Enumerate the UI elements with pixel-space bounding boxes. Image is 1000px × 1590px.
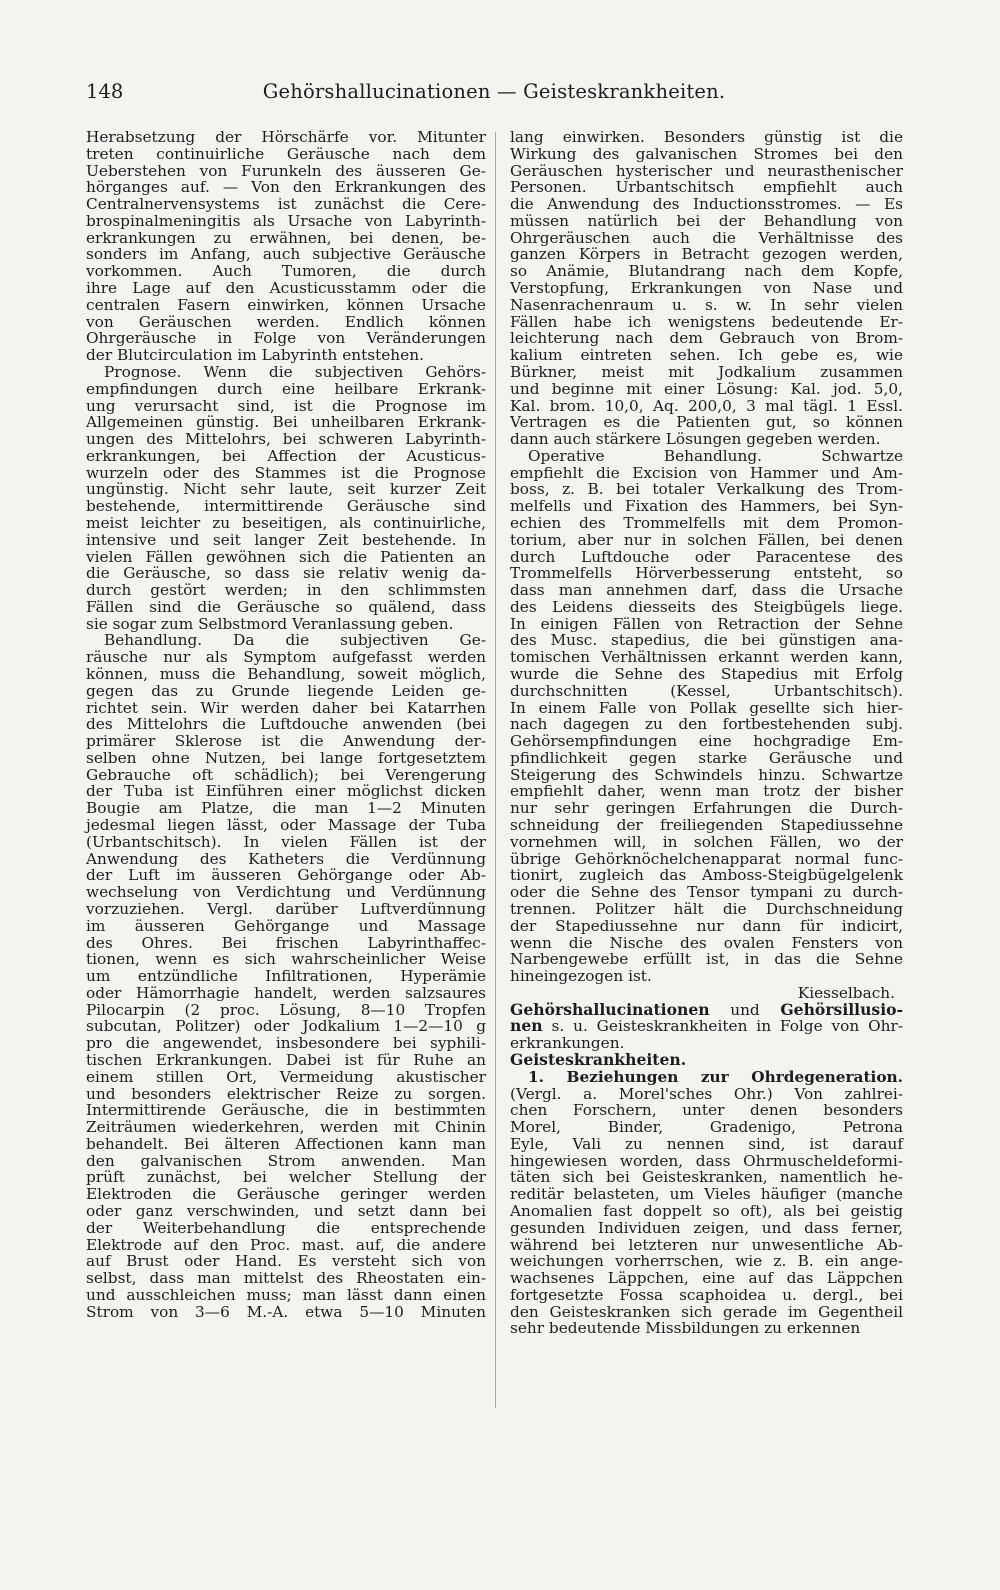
- text-line: Ueberstehen von Furunkeln des äusseren Ge-: [86, 161, 486, 180]
- text-line: Kal. brom. 10,0, Aq. 200,0, 3 mal tägl. 1 Essl.: [510, 396, 903, 415]
- text-line: pfindlichkeit gegen starke Geräusche und: [510, 748, 903, 767]
- geisteskrankheiten-body: [510, 1086, 903, 1338]
- text-line: dass man annehmen darf, dass die Ursache: [510, 581, 903, 600]
- text-line: richtet sein. Wir werden daher bei Katarrhen: [86, 698, 486, 717]
- text-line: hörganges auf. — Von den Erkrankungen des: [86, 178, 486, 197]
- text-line: tomischen Verhältnissen erkannt werden kann,: [510, 648, 903, 667]
- text-line: prüft zunächst, bei welcher Stellung der: [86, 1168, 486, 1187]
- text-line: leichterung nach dem Gebrauch von Brom-: [510, 329, 903, 348]
- text-line: die Anwendung des Inductionsstromes. — Es: [510, 195, 903, 214]
- text-line: wenn die Nische des ovalen Fensters von: [510, 933, 903, 952]
- text-line: boss, z. B. bei totaler Verkalkung des Trom-: [510, 480, 903, 499]
- text-line: gesunden Individuen zeigen, und dass ferner,: [510, 1218, 903, 1237]
- text-line: und ausschleichen muss; man lässt dann einen: [86, 1285, 486, 1304]
- text-line: Elektroden die Geräusche geringer werden: [86, 1185, 486, 1204]
- text-line: und beginne mit einer Lösung: Kal. jod. 5,0,: [510, 379, 903, 398]
- text-line: tionirt, zugleich das Amboss-Steigbügelgelenk: [510, 866, 903, 885]
- lemma-gehoersillusionen-cont: nen: [510, 1016, 543, 1036]
- text-line: ihre Lage auf den Acusticusstamm oder die: [86, 279, 486, 298]
- text-line: Bürkner, meist mit Jodkalium zusammen: [510, 362, 903, 381]
- text-line: oder ganz verschwinden, und setzt dann bei: [86, 1202, 486, 1220]
- text-line: des Musc. stapedius, die bei günstigen ana-: [510, 631, 903, 650]
- text-line: nach dagegen zu den fortbestehenden subj.: [510, 715, 903, 734]
- text-line: behandelt. Bei älteren Affectionen kann man: [86, 1134, 486, 1153]
- text-line: trennen. Politzer hält die Durchschneidung: [510, 899, 903, 918]
- text-line: um entzündliche Infiltrationen, Hyperämie: [86, 967, 486, 986]
- text-line: Bougie am Platze, die man 1—2 Minuten: [86, 799, 486, 818]
- text-line: (Vergl. a. Morel'sches Ohr.) Von zahlrei-: [510, 1084, 903, 1103]
- text-line: Behandlung. Da die subjectiven Ge-: [104, 631, 486, 650]
- text-line: Centralnervensystems ist zunächst die Cere-: [86, 195, 486, 214]
- text-line: sehr bedeutende Missbildungen zu erkennen: [510, 1319, 861, 1338]
- text-line: räusche nur als Symptom aufgefasst werden: [86, 648, 486, 667]
- entry-gehoersillusionen-line1: [510, 999, 903, 1019]
- text-line: Anwendung des Katheters die Verdünnung: [86, 849, 486, 868]
- text-line: so Anämie, Blutandrang nach dem Kopfe,: [510, 262, 903, 281]
- running-title: Gehörshallucinationen — Geisteskrankheiten.: [262, 80, 726, 103]
- text-line: von Geräuschen werden. Endlich können: [86, 312, 486, 331]
- text-line: erkrankungen, bei Affection der Acusticus-: [86, 446, 486, 465]
- text-line: des Ohres. Bei frischen Labyrinthaffec-: [86, 933, 486, 952]
- text-line: Geräuschen hysterischer und neurasthenischer: [510, 161, 903, 180]
- text-line: den Geisteskranken sich gerade im Gegentheil: [510, 1302, 903, 1321]
- text-line: Pilocarpin (2 proc. Lösung, 8—10 Tropfen: [86, 1000, 486, 1019]
- text-line: durchschnitten (Kessel, Urbantschitsch).: [510, 681, 903, 700]
- text-line: gegen das zu Grunde liegende Leiden ge-: [86, 681, 486, 700]
- text-line: des Leidens diesseits des Steigbügels liege.: [510, 597, 903, 616]
- text-line: vorkommen. Auch Tumoren, die durch: [86, 262, 486, 281]
- text-line: während bei letzteren nur unwesentliche Ab-: [510, 1235, 903, 1254]
- text-line: Gebrauche oft schädlich); bei Verengerung: [86, 765, 486, 784]
- text-line: primärer Sklerose ist die Anwendung der-: [86, 732, 486, 751]
- text-line: der Tuba ist Einführen einer möglichst dicken: [86, 782, 486, 801]
- text-line: empfiehlt die Excision von Hammer und Am-: [510, 463, 903, 482]
- text-line: Eyle, Vali zu nennen sind, ist darauf: [510, 1134, 903, 1153]
- text-line: können, muss die Behandlung, soweit möglich,: [86, 665, 486, 683]
- cross-reference-text: s. u. Geisteskrankheiten in Folge von Ohr-: [542, 1017, 903, 1036]
- text-line: und besonders elektrischer Reize zu sorgen.: [86, 1084, 486, 1103]
- lemma-gehoershallucinationen: Gehörshallucinationen: [510, 999, 710, 1019]
- text-line: selbst, dass man mittelst des Rheostaten ein-: [86, 1269, 486, 1288]
- text-line: Fällen habe ich wenigstens bedeutende Er-: [510, 312, 903, 331]
- text-line: Vertragen es die Patienten gut, so können: [510, 413, 903, 432]
- right-column-body: [510, 129, 903, 985]
- text-line: sonders im Anfang, auch subjective Geräusche: [86, 245, 486, 264]
- text-line: übrige Gehörknöchelchenapparat normal func-: [510, 849, 903, 868]
- text-line: ung verursacht sind, ist die Prognose im: [86, 396, 486, 415]
- text-line: selben ohne Nutzen, bei lange fortgesetztem: [86, 748, 486, 767]
- text-line: ganzen Körpers in Betracht gezogen werden,: [510, 245, 903, 264]
- text-line: echien des Trommelfells mit dem Promon-: [510, 513, 903, 532]
- text-line: jedesmal liegen lässt, oder Massage der Tuba: [86, 816, 486, 835]
- text-line: melfells und Fixation des Hammers, bei Syn-: [510, 497, 903, 516]
- text-line: centralen Fasern einwirken, können Ursache: [86, 295, 486, 314]
- text-line: Intermittirende Geräusche, die in bestimmten: [86, 1101, 486, 1120]
- text-line: Elektrode auf den Proc. mast. auf, die andere: [86, 1235, 486, 1254]
- text-line: den galvanischen Strom anwenden. Man: [86, 1151, 486, 1170]
- text-line: täten sich bei Geisteskranken, namentlich he-: [510, 1168, 903, 1187]
- text-line: meist leichter zu beseitigen, als continuirliche,: [86, 513, 486, 532]
- text-line: Prognose. Wenn die subjectiven Gehörs-: [104, 362, 486, 381]
- text-line: vielen Fällen gewöhnen sich die Patienten an: [86, 547, 486, 566]
- text-line: erkrankungen zu erwähnen, bei denen, be-: [86, 228, 486, 247]
- text-line: hineingezogen ist.: [510, 967, 652, 986]
- text-line: der Blutcirculation im Labyrinth entstehen.: [86, 346, 424, 365]
- text-line: treten continuirliche Geräusche nach dem: [86, 144, 486, 163]
- text-line: wechselung von Verdichtung und Verdünnung: [86, 883, 486, 902]
- text-line: wurzeln oder des Stammes ist die Prognose: [86, 463, 486, 482]
- text-line: müssen natürlich bei der Behandlung von: [510, 211, 903, 230]
- text-line: Trommelfells Hörverbesserung entsteht, so: [510, 564, 903, 583]
- text-line: durch gestört werden; in den schlimmsten: [86, 581, 486, 600]
- text-line: Wirkung des galvanischen Stromes bei den: [510, 144, 903, 163]
- text-line: Morel, Binder, Gradenigo, Petrona: [510, 1118, 903, 1137]
- text-line: reditär belasteten, um Vieles häufiger (manche: [510, 1185, 903, 1204]
- text-line: tischen Erkrankungen. Dabei ist für Ruhe an: [86, 1050, 486, 1069]
- text-line: Anomalien fast doppelt so oft), als bei geistig: [510, 1202, 903, 1220]
- lemma-gehoersillusionen: Gehörsillusio-: [780, 999, 903, 1019]
- column-divider: [495, 132, 496, 1408]
- page-number: 148: [86, 80, 124, 103]
- text-line: im äusseren Gehörgange und Massage: [86, 916, 486, 935]
- text-line: kalium eintreten sehen. Ich gebe es, wie: [510, 346, 903, 365]
- text-line: chen Forschern, unter denen besonders: [510, 1101, 903, 1120]
- text-line: bestehende, intermittirende Geräusche sind: [86, 497, 486, 516]
- text-line: Nasenrachenraum u. s. w. In sehr vielen: [510, 295, 903, 314]
- text-line: In einigen Fällen von Retraction der Sehne: [510, 614, 903, 633]
- text-line: hingewiesen worden, dass Ohrmuscheldeformi-: [510, 1151, 903, 1170]
- entry-gehoersillusionen-line3: erkrankungen.: [510, 1034, 625, 1053]
- text-line: Fällen sind die Geräusche so quälend, dass: [86, 597, 486, 616]
- left-column: [86, 129, 486, 1320]
- text-line: empfindungen durch eine heilbare Erkrank-: [86, 379, 486, 398]
- text-line: subcutan, Politzer) oder Jodkalium 1—2—10 g: [86, 1017, 486, 1036]
- text-line: auf Brust oder Hand. Es versteht sich von: [86, 1252, 486, 1271]
- author-signature: Kiesselbach.: [797, 983, 895, 1002]
- text-line: nur sehr geringen Erfahrungen die Durch-: [510, 799, 903, 818]
- text-line: vornehmen will, in solchen Fällen, wo der: [510, 832, 903, 851]
- text-line: Ohrgeräuschen auch die Verhältnisse des: [510, 228, 903, 247]
- text-line: pro die angewendet, insbesondere bei syphili-: [86, 1034, 486, 1053]
- text-line: des Mittelohrs die Luftdouche anwenden (bei: [86, 715, 486, 734]
- text-line: empfiehlt daher, wenn man trotz der bisher: [510, 782, 903, 801]
- text-line: (Urbantschitsch). In vielen Fällen ist der: [86, 832, 486, 851]
- text-line: Narbengewebe erfüllt ist, in das die Sehne: [510, 950, 903, 969]
- text-line: dann auch stärkere Lösungen gegeben werden.: [510, 430, 881, 449]
- text-line: Allgemeinen günstig. Bei unheilbaren Erkrank-: [86, 413, 486, 432]
- text-line: ungünstig. Nicht sehr laute, seit kurzer Zeit: [86, 480, 486, 499]
- text-line: Operative Behandlung. Schwartze: [528, 446, 903, 465]
- text-line: schneidung der freiliegenden Stapediussehne: [510, 816, 903, 835]
- text-line: sie sogar zum Selbstmord Veranlassung geben.: [86, 614, 454, 633]
- text-line: der Stapediussehne nur dann für indicirt,: [510, 916, 903, 935]
- text-line: brospinalmeningitis als Ursache von Labyrinth-: [86, 211, 486, 230]
- text-line: Zeiträumen wiederkehren, werden mit Chinin: [86, 1118, 486, 1137]
- text-line: der Weiterbehandlung die entsprechende: [86, 1218, 486, 1237]
- text-line: oder die Sehne des Tensor tympani zu durch-: [510, 883, 903, 902]
- text-line: durch Luftdouche oder Paracentese des: [510, 547, 903, 566]
- text-line: oder Hämorrhagie handelt, werden salzsaures: [86, 983, 486, 1002]
- text-line: In einem Falle von Pollak gesellte sich hier-: [510, 698, 903, 717]
- text-line: ungen des Mittelohrs, bei schweren Labyrinth-: [86, 430, 486, 449]
- page-header: [86, 80, 902, 116]
- text-line: fortgesetzte Fossa scaphoidea u. dergl., bei: [510, 1285, 903, 1304]
- text-line: Verstopfung, Erkrankungen von Nase und: [510, 279, 903, 298]
- text-line: tionen, wenn es sich wahrscheinlicher Weise: [86, 950, 486, 969]
- text-line: Ohrgeräusche in Folge von Veränderungen: [86, 329, 486, 348]
- entry-gehoersillusionen-line2: [510, 1018, 903, 1035]
- text-line: vorzuziehen. Vergl. darüber Luftverdünnung: [86, 899, 486, 918]
- section-heading-ohrdegeneration: 1. Beziehungen zur Ohrdegeneration.: [528, 1067, 903, 1086]
- text-line: intensive und seit langer Zeit bestehende. In: [86, 530, 486, 549]
- lemma-geisteskrankheiten: Geisteskrankheiten.: [510, 1049, 687, 1069]
- text-line: wachsenes Läppchen, eine auf das Läppchen: [510, 1269, 903, 1288]
- text-line: wurde die Sehne des Stapedius mit Erfolg: [510, 665, 903, 683]
- text-line: weichungen vorherrschen, wie z. B. ein ange-: [510, 1252, 903, 1271]
- lemma-connector: und: [709, 1000, 781, 1019]
- text-line: die Geräusche, so dass sie relativ wenig da-: [86, 564, 486, 583]
- text-line: Steigerung des Schwindels hinzu. Schwartze: [510, 765, 903, 784]
- text-line: der Luft im äusseren Gehörgange oder Ab-: [86, 866, 486, 885]
- right-column: [510, 129, 903, 1337]
- text-line: Personen. Urbantschitsch empfiehlt auch: [510, 178, 903, 197]
- text-line: einem stillen Ort, Vermeidung akustischer: [86, 1067, 486, 1086]
- text-line: Gehörsempfindungen eine hochgradige Em-: [510, 732, 903, 751]
- text-line: Strom von 3—6 M.-A. etwa 5—10 Minuten: [86, 1302, 486, 1321]
- text-line: torium, aber nur in solchen Fällen, bei denen: [510, 530, 903, 549]
- text-line: Herabsetzung der Hörschärfe vor. Mitunter: [86, 128, 486, 146]
- text-line: lang einwirken. Besonders günstig ist die: [510, 128, 903, 146]
